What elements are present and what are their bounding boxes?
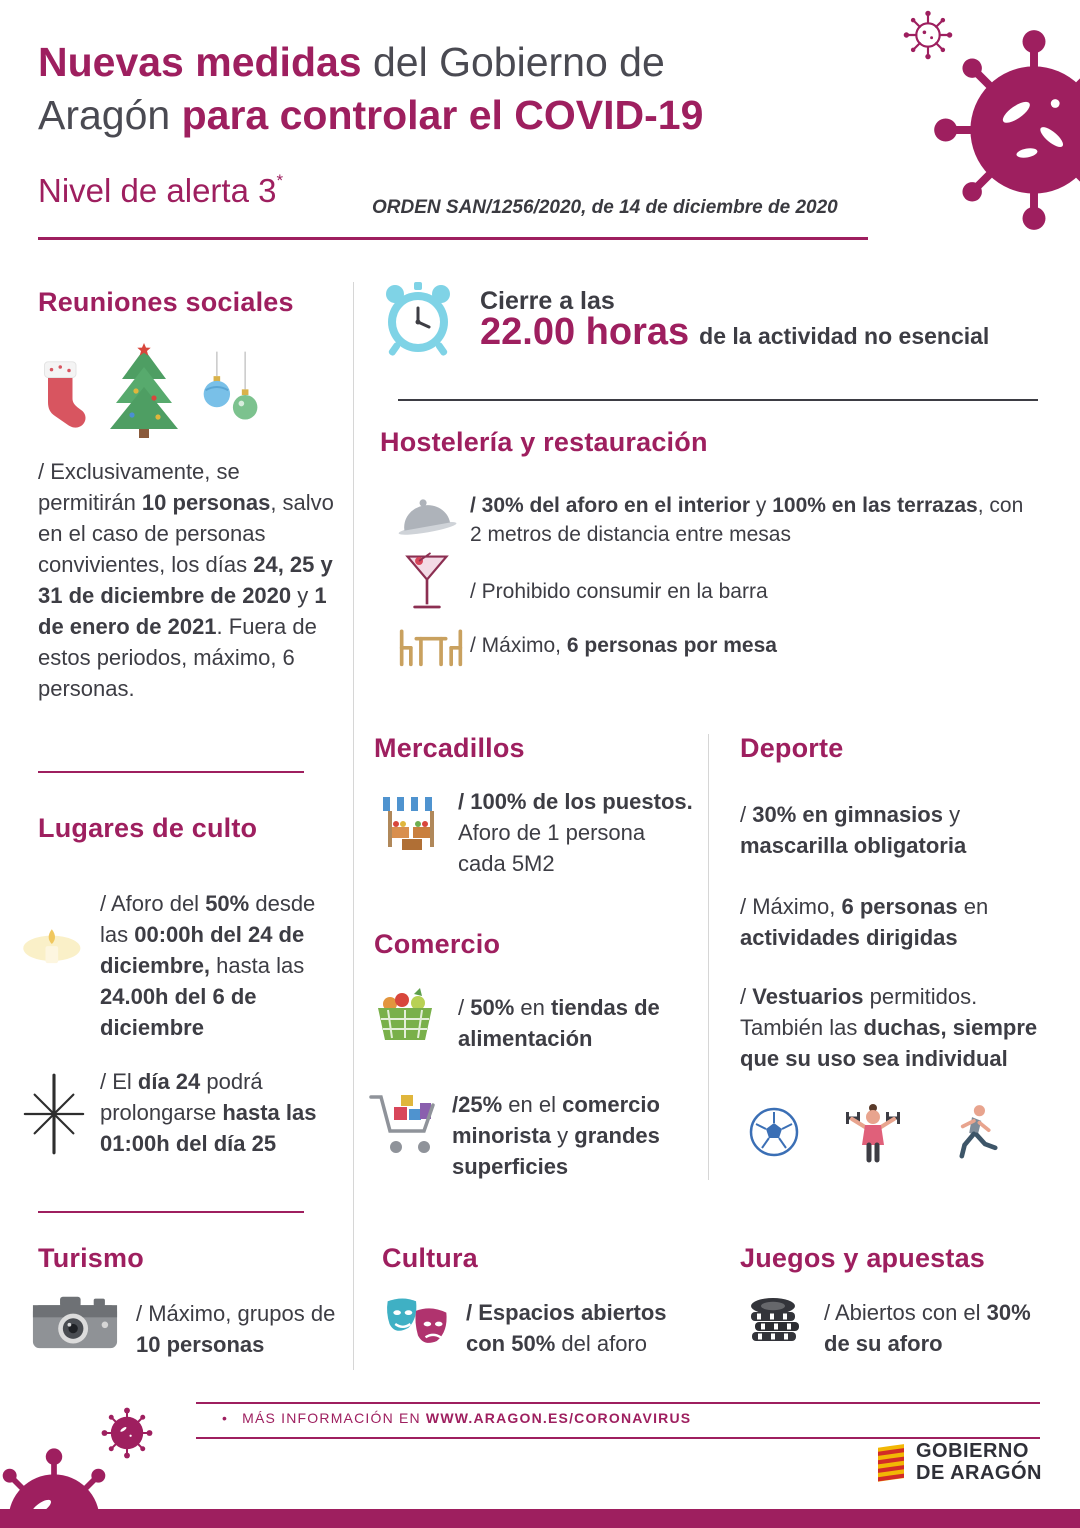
footer-info-url: WWW.ARAGON.ES/CORONAVIRUS <box>425 1410 692 1426</box>
lugares-item-1: / Aforo del 50% desde las 00:00h del 24 de diciembre, hasta las 24.00h del 6 de diciembre <box>100 891 316 1040</box>
christmas-icons-row <box>34 338 334 440</box>
cloche-icon <box>394 492 458 540</box>
section-title-turismo: Turismo <box>38 1243 144 1273</box>
logo-text <box>916 1440 1042 1484</box>
poker-chips-icon <box>746 1290 804 1352</box>
grocery-basket-icon <box>372 984 438 1046</box>
alert-level-text: Nivel de alerta 3 <box>38 172 277 209</box>
closing-time-line <box>480 311 989 354</box>
cultura-item-1: / Espacios abiertos con 50% del aforo <box>466 1300 667 1356</box>
star-icon <box>22 1072 86 1156</box>
gobierno-aragon-logo <box>876 1440 1042 1484</box>
table-chairs-icon <box>396 624 466 668</box>
deporte-item-3: / Vestuarios permitidos. También las duchas, siempre que su uso sea individual <box>740 984 1038 1071</box>
title-line-2: Aragón para controlar el COVID-19 <box>38 92 704 138</box>
bullet-icon: • <box>222 1410 229 1426</box>
deporte-item-1: / 30% en gimnasios y mascarilla obligatoria <box>740 802 967 858</box>
soccer-ball-icon <box>748 1106 800 1158</box>
runner-icon <box>946 1100 998 1164</box>
turismo-item-1: / Máximo, grupos de 10 personas <box>136 1301 336 1357</box>
candle-icon <box>18 916 92 970</box>
section-title-mercadillos: Mercadillos <box>374 733 525 763</box>
cocktail-icon <box>404 546 450 622</box>
shopping-cart-icon <box>368 1082 442 1162</box>
footer-info <box>222 1410 942 1426</box>
alarm-clock-icon <box>378 280 458 360</box>
section-title-hosteleria: Hostelería y restauración <box>380 427 708 457</box>
page-title <box>38 36 888 142</box>
juegos-item-1: / Abiertos con el 30% de su aforo <box>824 1300 1031 1356</box>
camera-icon <box>32 1292 118 1352</box>
deporte-item-2: / Máximo, 6 personas en actividades dirigidas <box>740 894 989 950</box>
sports-icons-row <box>748 1090 1058 1174</box>
closing-time-value: 22.00 horas <box>480 311 690 353</box>
header-divider <box>38 237 868 240</box>
closing-time-suffix: de la actividad no esencial <box>699 323 990 349</box>
divider <box>38 1211 304 1213</box>
divider <box>398 399 1038 401</box>
footer-divider-bottom <box>196 1437 1040 1439</box>
logo-line-2: DE ARAGÓN <box>916 1462 1042 1484</box>
virus-icon <box>928 24 1080 236</box>
alert-level <box>38 172 283 210</box>
section-title-lugares: Lugares de culto <box>38 813 258 843</box>
mercadillos-item-1: / 100% de los puestos. Aforo de 1 persona cada 5M2 <box>458 789 693 876</box>
section-title-juegos: Juegos y apuestas <box>740 1243 986 1273</box>
vertical-divider <box>353 282 354 1370</box>
footer-info-text: MÁS INFORMACIÓN EN <box>242 1410 426 1426</box>
hosteleria-item-1: / 30% del aforo en el interior y 100% en las terrazas, con 2 metros de distancia entre mesas <box>470 494 1024 546</box>
order-reference: ORDEN SAN/1256/2020, de 14 de diciembre de 2020 <box>372 197 838 218</box>
market-stall-icon <box>380 790 442 854</box>
vertical-divider <box>708 734 709 1180</box>
section-title-deporte: Deporte <box>740 733 844 763</box>
section-title-reuniones: Reuniones sociales <box>38 287 294 317</box>
weightlifter-icon <box>844 1100 902 1164</box>
alert-asterisk: * <box>276 171 284 190</box>
ornaments-icon <box>198 350 264 440</box>
comercio-item-1: / 50% en tiendas de alimentación <box>458 995 660 1051</box>
title-line-1: Nuevas medidas del Gobierno de <box>38 39 665 85</box>
theater-masks-icon <box>382 1293 452 1355</box>
hosteleria-item-2: / Prohibido consumir en la barra <box>470 580 768 603</box>
footer-divider-top <box>196 1402 1040 1404</box>
lugares-item-2: / El día 24 podrá prolongarse hasta las 01:00h del día 25 <box>100 1069 317 1156</box>
closing-time-prefix: Cierre a las <box>480 287 615 315</box>
reuniones-body: / Exclusivamente, se permitirán 10 personas, salvo en el caso de personas convivientes, los días 24, 25 y 31 de diciembre de 2020 y 1 de enero de 2021. Fuera de estos periodos, máximo, 6 personas. <box>38 459 334 701</box>
bottom-accent-bar <box>0 1509 1080 1528</box>
aragon-flag-icon <box>876 1440 906 1484</box>
section-title-cultura: Cultura <box>382 1243 478 1273</box>
christmas-tree-icon <box>106 342 182 440</box>
hosteleria-item-3: / Máximo, 6 personas por mesa <box>470 634 777 657</box>
section-title-comercio: Comercio <box>374 929 501 959</box>
logo-line-1: GOBIERNO <box>916 1440 1029 1462</box>
divider <box>38 771 304 773</box>
stocking-icon <box>34 350 90 440</box>
comercio-item-2: /25% en el comercio minorista y grandes superficies <box>452 1092 660 1179</box>
